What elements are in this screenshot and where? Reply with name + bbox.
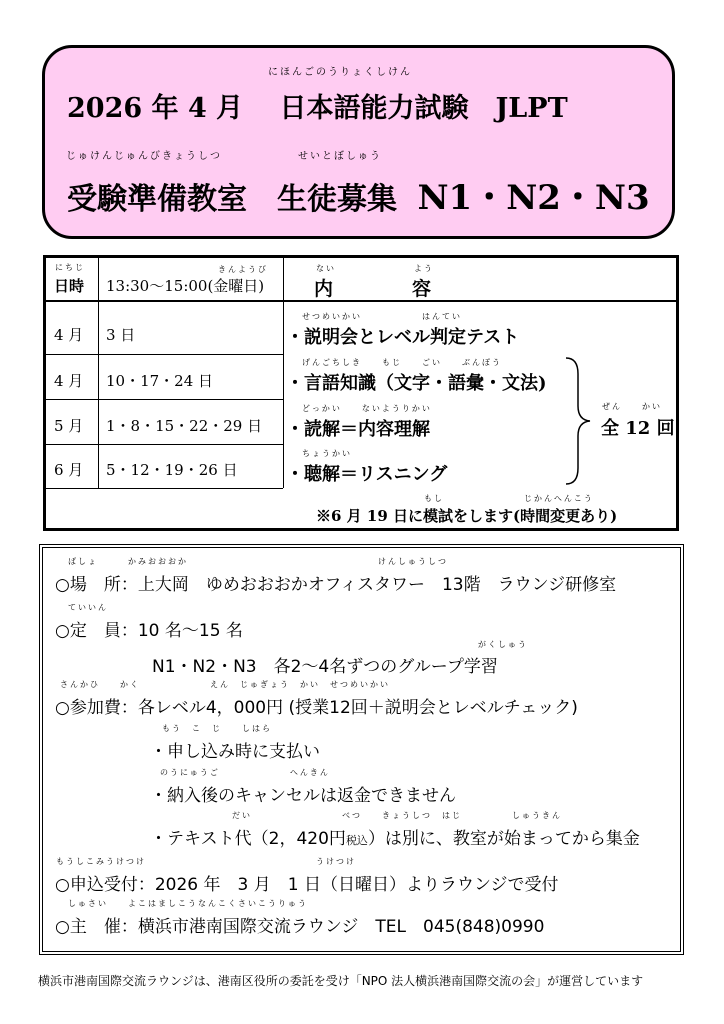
capacity-row [55, 616, 243, 641]
header-content-ruby-1: ない [316, 264, 336, 273]
header-time-ruby: きんようび [218, 265, 268, 274]
title-ruby-jlpt: にほんごのうりょくしけん [268, 67, 412, 78]
row-days: 3 日 [106, 326, 136, 344]
fee-note [150, 824, 640, 849]
content-item: ・説明会とレベル判定テスト [286, 327, 520, 348]
title-ruby-recruit: せいとぼしゅう [298, 151, 382, 162]
row-days: 5・12・19・26 日 [106, 461, 238, 479]
fee-note: ・納入後のキャンセルは返金できません [150, 786, 456, 806]
fee-note-ruby: もう こ じ しはら [162, 724, 272, 733]
place-row [55, 570, 616, 595]
header-time: 13:30～15:00(金曜日) [106, 277, 265, 295]
content-ruby: どっかい ないようりかい [302, 404, 432, 413]
row-month: 4 月 [54, 326, 84, 344]
fee-ruby: さんかひ かく えん じゅぎょう かい せつめいかい [60, 680, 390, 689]
group-ruby: がくしゅう [478, 640, 528, 649]
fee-note: ・申し込み時に支払い [150, 742, 320, 762]
host-label: ○主 催 [55, 917, 121, 937]
capacity-label: ○定 員 [55, 621, 121, 641]
place-label: ○場 所 [55, 575, 121, 595]
total-sessions: 全 12 回 [601, 418, 675, 439]
application-row [55, 870, 559, 895]
row-divider-2 [46, 399, 283, 400]
note-ruby: もし じかんへんこう [424, 494, 594, 503]
capacity-ruby: ていいん [68, 603, 108, 612]
row-divider-1 [46, 354, 283, 355]
application-ruby: もうしこみうけつけ うけつけ [56, 857, 356, 866]
row-month: 4 月 [54, 372, 84, 390]
content-item: ・読解＝内容理解 [286, 419, 430, 440]
content-ruby: せつめいかい はんてい [302, 312, 462, 321]
header-content-2: 容 [412, 278, 432, 300]
title-line-1: 2026 年 4 月 日本語能力試験 JLPT [67, 93, 568, 124]
textbook-text-after: ）は別に、教室が始まってから集金 [367, 829, 640, 849]
col-divider-2 [283, 258, 284, 488]
content-item: ・言語知識（文字・語彙・文法) [286, 373, 547, 394]
title-line-2 [67, 170, 650, 219]
content-ruby: ちょうかい [302, 449, 352, 458]
place-value: ：上大岡 ゆめおおおかオフィスタワー 13階 ラウンジ研修室 [120, 575, 617, 595]
place-ruby: ばしょ かみおおおか けんしゅうしつ [68, 557, 448, 566]
row-divider-4 [46, 488, 283, 489]
header-divider [46, 300, 676, 302]
tax-included: 税込 [345, 834, 368, 847]
row-month: 6 月 [54, 461, 84, 479]
fee-note-ruby: のうにゅうご へんきん [160, 768, 330, 777]
row-month: 5 月 [54, 417, 84, 435]
curly-brace-icon [564, 356, 594, 486]
host-ruby: しゅさい よこはましこうなんこくさいこうりゅう [68, 899, 308, 908]
fee-label: ○参加費 [55, 698, 121, 718]
fee-value: ：各レベル4，000円 (授業12回＋説明会とレベルチェック) [120, 698, 578, 718]
content-item: ・聴解＝リスニング [286, 464, 448, 485]
fee-row [55, 693, 578, 718]
title-levels: N1・N2・N3 [417, 178, 650, 218]
header-date-ruby: にちじ [55, 263, 85, 272]
mock-exam-note: ※6 月 19 日に模試をします(時間変更あり) [316, 507, 618, 525]
textbook-text: ・テキスト代（2，420円 [150, 829, 346, 849]
capacity-value: ：10 名～15 名 [120, 621, 243, 641]
header-content-ruby-2: よう [414, 264, 434, 273]
host-value: ：横浜市港南国際交流ラウンジ TEL 045(848)0990 [120, 917, 545, 937]
title-recruit-text: 受験準備教室 生徒募集 [67, 182, 397, 217]
title-ruby-classroom: じゅけんじゅんびきょうしつ [66, 151, 222, 162]
fee-note-ruby: だい べつ きょうしつ はじ しゅうきん [232, 811, 562, 820]
application-label: ○申込受付 [55, 875, 138, 895]
row-days: 10・17・24 日 [106, 372, 214, 390]
row-divider-3 [46, 444, 283, 445]
header-content-1: 内 [314, 278, 334, 300]
header-date-label: 日時 [54, 277, 85, 295]
host-row [55, 912, 544, 937]
total-ruby: ぜん かい [602, 402, 662, 411]
schedule-table [43, 255, 679, 531]
row-days: 1・8・15・22・29 日 [106, 417, 263, 435]
footer-note: 横浜市港南国際交流ラウンジは、港南区役所の委託を受け「NPO 法人横浜港南国際交流の会」が運営しています [38, 974, 644, 988]
application-value: ：2026 年 3 月 1 日（日曜日）よりラウンジで受付 [137, 875, 559, 895]
col-divider-1 [98, 258, 99, 488]
content-ruby: げんごちしき もじ ごい ぶんぽう [302, 358, 502, 367]
group-info: N1・N2・N3 各2～4名ずつのグループ学習 [152, 657, 498, 677]
